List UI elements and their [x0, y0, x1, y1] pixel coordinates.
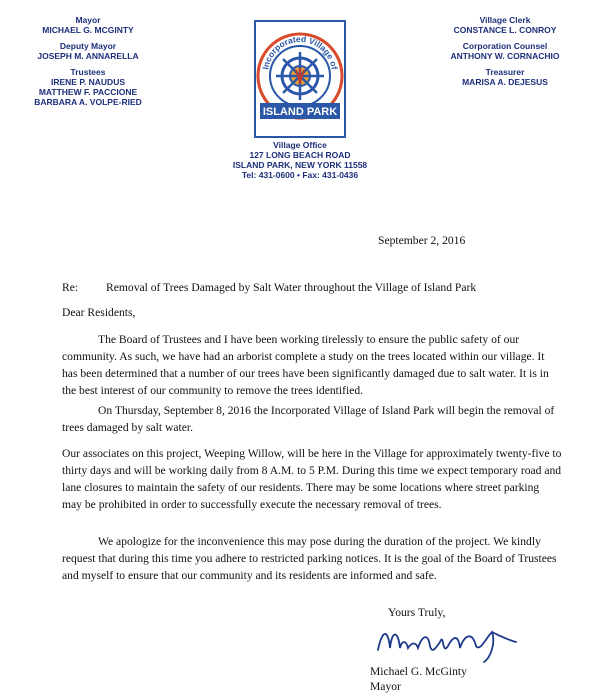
re-label: Re:: [62, 281, 79, 294]
counsel-block: [430, 41, 580, 61]
trustee-name: BARBARA A. VOLPE-RIED: [34, 97, 142, 107]
village-office-block: [205, 140, 395, 180]
signer-name: Michael G. McGinty: [370, 665, 467, 678]
closing: Yours Truly,: [388, 606, 446, 619]
mayor-name: MICHAEL G. MCGINTY: [42, 25, 134, 35]
trustees-block: [18, 67, 158, 107]
deputy-mayor-role: Deputy Mayor: [59, 41, 117, 51]
deputy-mayor-name: JOSEPH M. ANNARELLA: [37, 51, 139, 61]
paragraph-1: The Board of Trustees and I have been working tirelessly to ensure the public safety of our community. As such, we have had an arborist complete a study on the trees located within our village. It has been determined that a number of our trees have been significantly damaged due to salt water. It is in the best interest of our community to remove the trees identified.: [62, 333, 549, 397]
officials-left-column: [18, 15, 158, 113]
clerk-block: [430, 15, 580, 35]
office-label: Village Office: [273, 140, 327, 150]
treasurer-name: MARISA A. DEJESUS: [462, 77, 548, 87]
deputy-mayor-block: [18, 41, 158, 61]
mayor-block: [18, 15, 158, 35]
seal-top-text: Incorporated Village of: [260, 33, 340, 71]
office-city: ISLAND PARK, NEW YORK 11558: [232, 160, 368, 170]
clerk-role: Village Clerk: [479, 15, 531, 25]
treasurer-block: [430, 67, 580, 87]
paragraph-3: Our associates on this project, Weeping Willow, will be here in the Village for approximately twenty-five to thirty days and will be working daily from 8 A.M. to 5 P.M. During this time we expect temporary road and lane closures to maintain the safety of our residents. There may be some locations where street parking may be prohibited in order to successfully execute the necessary removal of trees.: [62, 447, 562, 511]
signer-title: Mayor: [370, 680, 401, 693]
village-seal-logo: [254, 20, 346, 138]
handwritten-signature: [372, 618, 522, 668]
signer-block: [370, 664, 467, 694]
counsel-name: ANTHONY W. CORNACHIO: [450, 51, 560, 61]
seal-bottom-text: ISLAND PARK: [262, 106, 338, 118]
trustee-name: MATTHEW F. PACCIONE: [38, 87, 138, 97]
counsel-role: Corporation Counsel: [462, 41, 548, 51]
ship-wheel-icon: [276, 52, 324, 100]
trustees-role: Trustees: [70, 67, 106, 77]
office-street: 127 LONG BEACH ROAD: [249, 150, 351, 160]
officials-right-column: [430, 15, 580, 93]
salutation: Dear Residents,: [62, 306, 136, 319]
mayor-role: Mayor: [75, 15, 101, 25]
trustee-name: IRENE P. NAUDUS: [51, 77, 125, 87]
clerk-name: CONSTANCE L. CONROY: [453, 25, 557, 35]
treasurer-role: Treasurer: [485, 67, 525, 77]
paragraph-2: On Thursday, September 8, 2016 the Incorporated Village of Island Park will begin the removal of trees damaged by salt water.: [62, 404, 555, 434]
office-phone: Tel: 431-0600 • Fax: 431-0436: [241, 170, 359, 180]
paragraph-4: We apologize for the inconvenience this may pose during the duration of the project. We kindly request that during this time you adhere to restricted parking notices. It is the goal of the Board of Trustees and myself to ensure that our community and its residents are informed and safe.: [62, 535, 557, 582]
letter-date: September 2, 2016: [378, 234, 466, 247]
re-subject: Removal of Trees Damaged by Salt Water throughout the Village of Island Park: [106, 281, 477, 294]
